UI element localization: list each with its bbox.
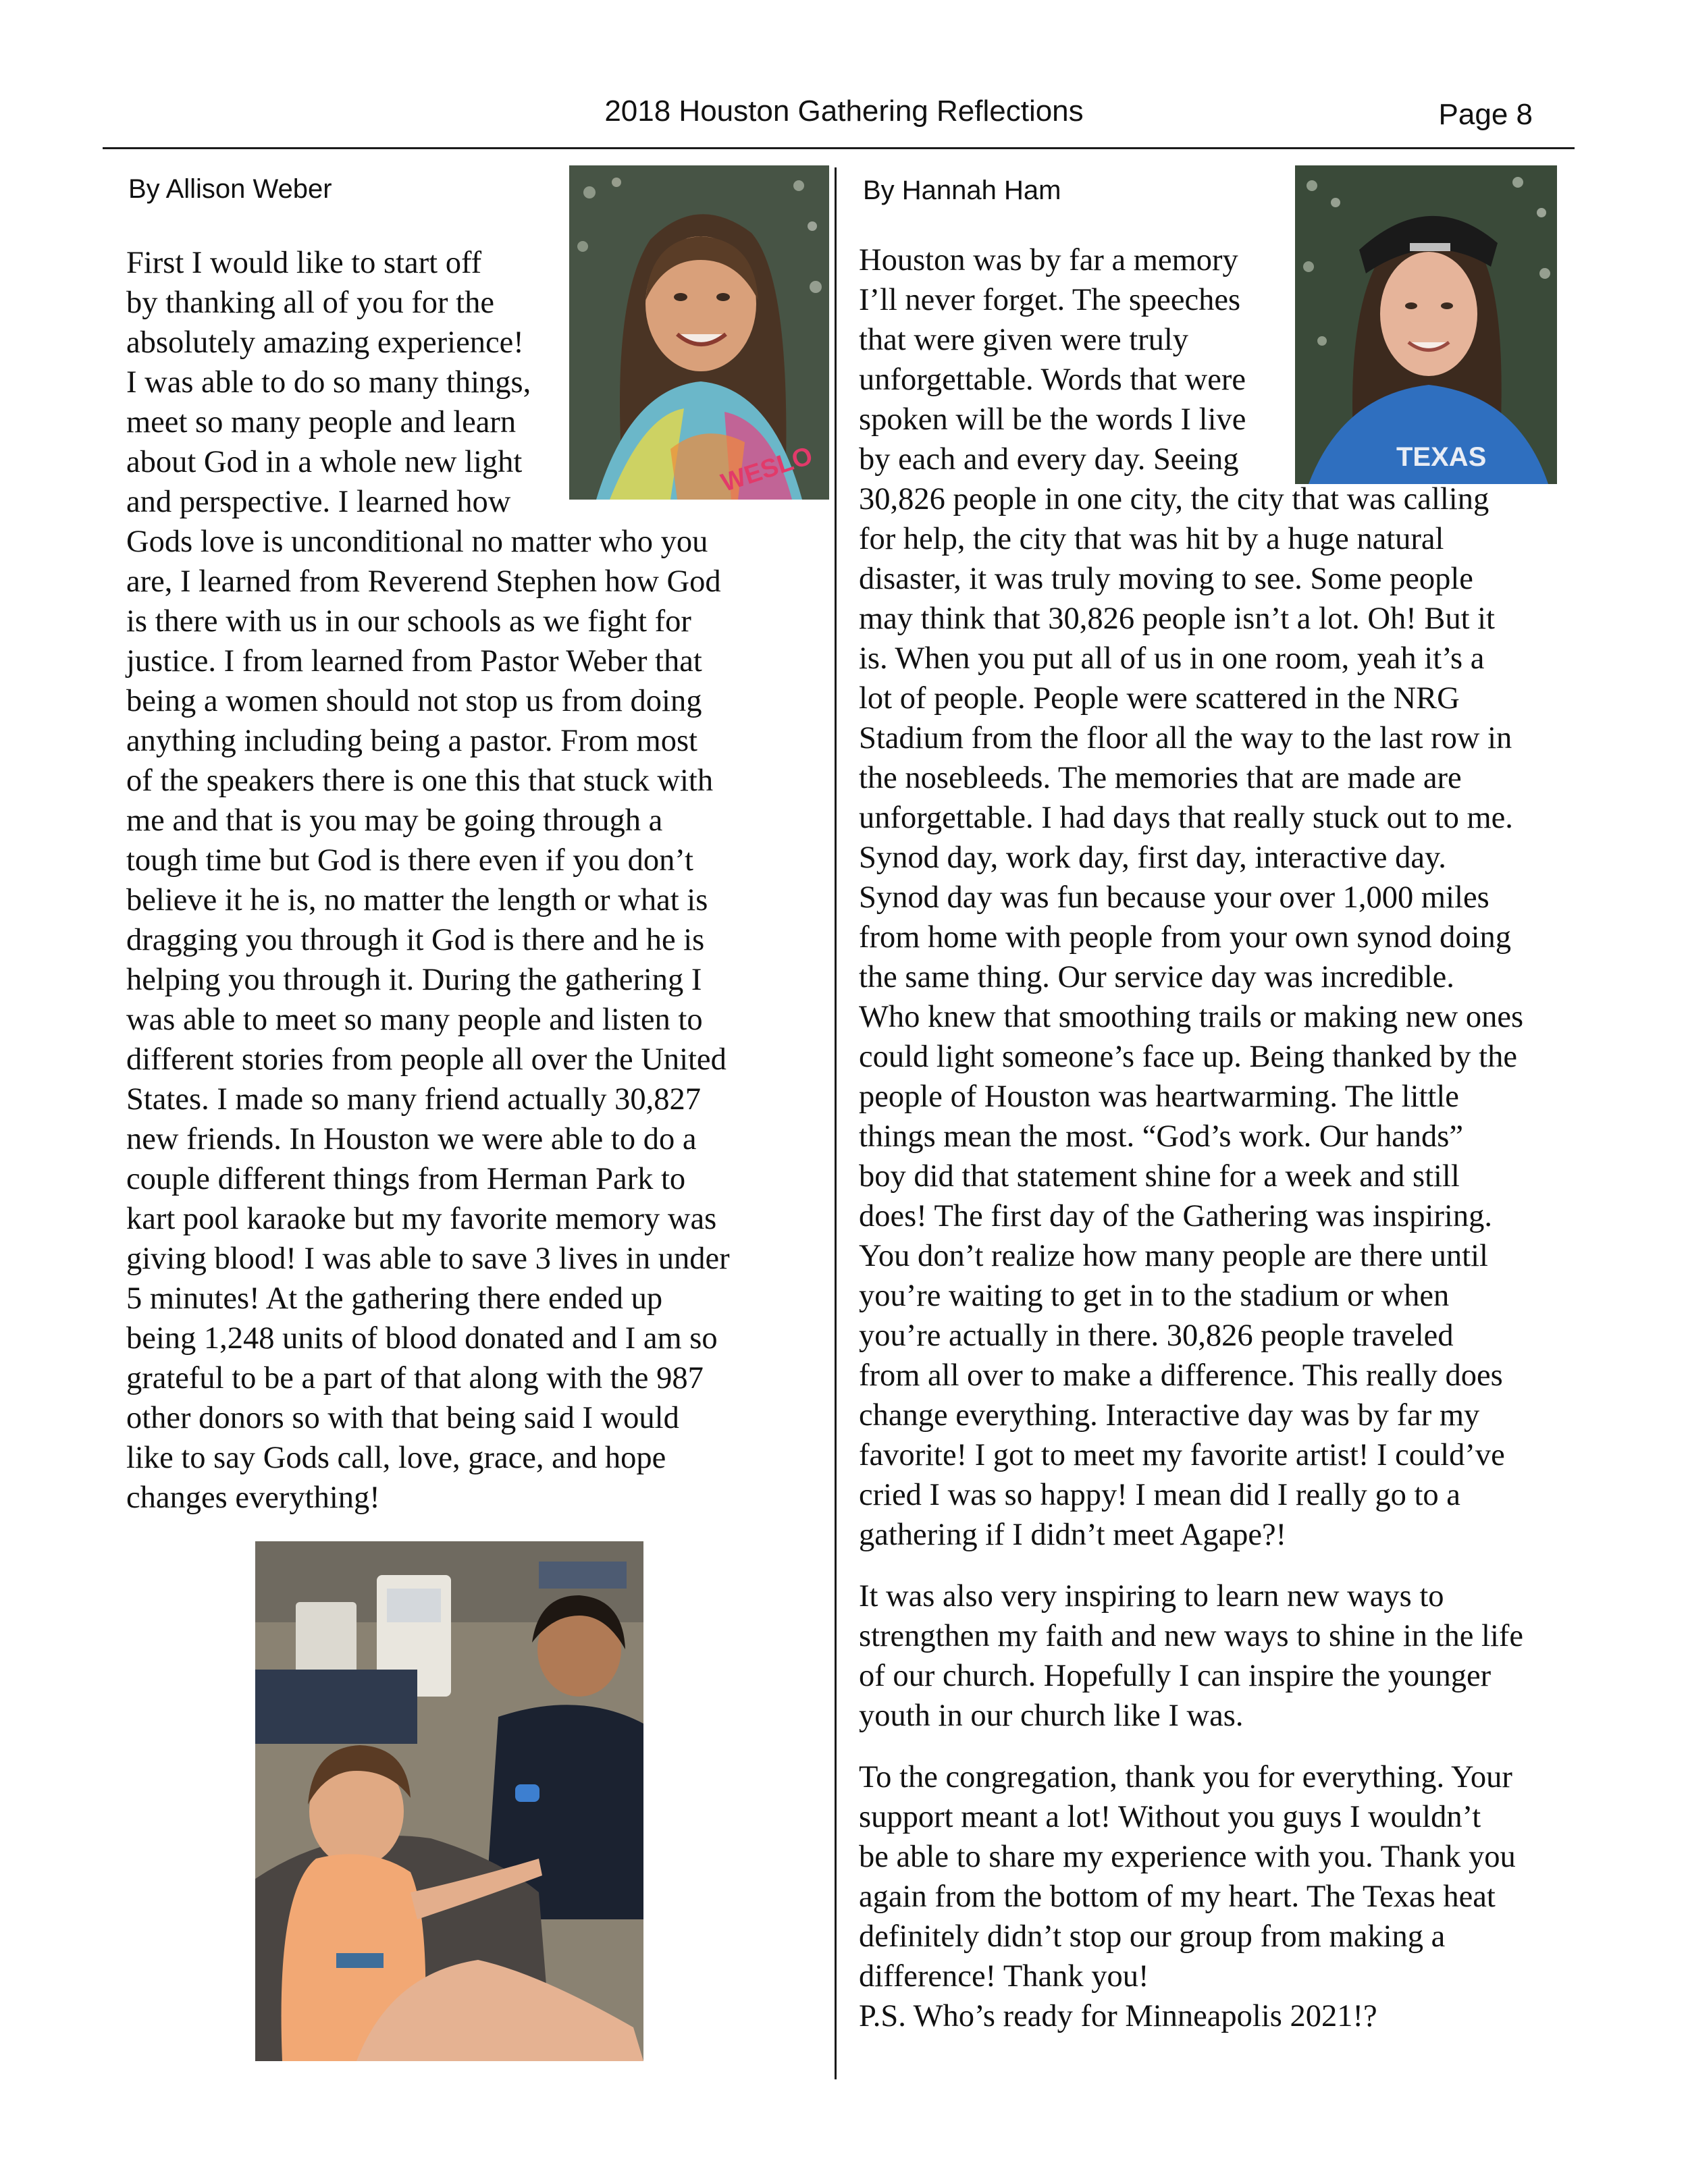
allison-article-body bbox=[126, 243, 730, 1518]
article-line: Synod day was fun because your over 1,000 miles bbox=[859, 880, 1489, 915]
article-line: absolutely amazing experience! bbox=[126, 325, 524, 360]
article-line: It was also very inspiring to learn new ways to bbox=[859, 1579, 1444, 1614]
article-line: I was able to do so many things, bbox=[126, 365, 531, 400]
article-line: disaster, it was truly moving to see. Some people bbox=[859, 562, 1473, 596]
article-line: gathering if I didn’t meet Agape?! bbox=[859, 1518, 1287, 1552]
article-line: kart pool karaoke but my favorite memory was bbox=[126, 1202, 717, 1236]
article-line: justice. I from learned from Pastor Weber that bbox=[126, 644, 702, 678]
article-line: helping you through it. During the gathering I bbox=[126, 963, 702, 997]
page-number: Page 8 bbox=[1438, 98, 1533, 131]
article-line: anything including being a pastor. From most bbox=[126, 724, 697, 758]
article-line: States. I made so many friend actually 30,827 bbox=[126, 1082, 701, 1117]
article-line: again from the bottom of my heart. The Texas heat bbox=[859, 1880, 1496, 1914]
article-line: cried I was so happy! I mean did I really go to a bbox=[859, 1478, 1460, 1512]
article-line: be able to share my experience with you. Thank you bbox=[859, 1840, 1516, 1874]
article-line: favorite! I got to meet my favorite artist! I could’ve bbox=[859, 1438, 1505, 1472]
byline-allison: By Allison Weber bbox=[128, 174, 332, 204]
article-line: believe it he is, no matter the length or what is bbox=[126, 883, 708, 917]
article-line: youth in our church like I was. bbox=[859, 1699, 1244, 1733]
article-line: you’re waiting to get in to the stadium or when bbox=[859, 1279, 1450, 1313]
allison-shirt-text: WESLO bbox=[718, 441, 816, 498]
article-line: about God in a whole new light bbox=[126, 445, 523, 479]
article-line: like to say Gods call, love, grace, and hope bbox=[126, 1441, 666, 1475]
article-line: for help, the city that was hit by a huge natural bbox=[859, 522, 1444, 556]
article-line: being 1,248 units of blood donated and I am so bbox=[126, 1321, 718, 1356]
hannah-paragraph-2 bbox=[859, 1576, 1523, 1736]
column-divider bbox=[835, 167, 837, 2079]
article-line: unforgettable. Words that were bbox=[859, 363, 1246, 397]
article-line: that were given were truly bbox=[859, 323, 1189, 357]
article-line: unforgettable. I had days that really stuck out to me. bbox=[859, 801, 1513, 835]
article-line: of the speakers there is one this that stuck with bbox=[126, 764, 714, 798]
article-line: First I would like to start off bbox=[126, 246, 482, 280]
article-line: the same thing. Our service day was incredible. bbox=[859, 960, 1454, 994]
article-line: tough time but God is there even if you don’t bbox=[126, 843, 693, 878]
article-line: is there with us in our schools as we fight for bbox=[126, 604, 691, 639]
article-line: meet so many people and learn bbox=[126, 405, 517, 440]
article-line: I’ll never forget. The speeches bbox=[859, 283, 1241, 317]
article-line: P.S. Who’s ready for Minneapolis 2021!? bbox=[859, 1999, 1377, 2033]
photo-blood-donation bbox=[255, 1541, 643, 2061]
article-line: from home with people from your own synod doing bbox=[859, 920, 1512, 955]
article-line: different stories from people all over the United bbox=[126, 1042, 727, 1077]
article-line: couple different things from Herman Park to bbox=[126, 1162, 686, 1196]
article-line: Gods love is unconditional no matter who you bbox=[126, 525, 708, 559]
header-divider bbox=[103, 147, 1575, 149]
hannah-article-body bbox=[859, 240, 1523, 2058]
article-line: strengthen my faith and new ways to shine in the life bbox=[859, 1619, 1524, 1653]
article-line: grateful to be a part of that along with the 987 bbox=[126, 1361, 704, 1395]
article-line: you’re actually in there. 30,826 people traveled bbox=[859, 1319, 1454, 1353]
article-line: from all over to make a difference. This really does bbox=[859, 1358, 1503, 1393]
article-line: Stadium from the floor all the way to the last row in bbox=[859, 721, 1512, 755]
article-line: by each and every day. Seeing bbox=[859, 442, 1239, 477]
article-line: support meant a lot! Without you guys I wouldn’t bbox=[859, 1800, 1481, 1834]
article-line: was able to meet so many people and listen to bbox=[126, 1003, 703, 1037]
page-title: 2018 Houston Gathering Reflections bbox=[604, 95, 1084, 128]
article-line: Houston was by far a memory bbox=[859, 243, 1238, 277]
article-line: dragging you through it God is there and he is bbox=[126, 923, 705, 957]
article-line: new friends. In Houston we were able to do a bbox=[126, 1122, 697, 1156]
article-line: are, I learned from Reverend Stephen how God bbox=[126, 564, 721, 599]
article-line: difference! Thank you! bbox=[859, 1959, 1149, 1994]
article-line: being a women should not stop us from doing bbox=[126, 684, 702, 718]
article-line: the nosebleeds. The memories that are made are bbox=[859, 761, 1462, 795]
article-line: does! The first day of the Gathering was inspiring. bbox=[859, 1199, 1492, 1233]
article-line: definitely didn’t stop our group from making a bbox=[859, 1919, 1446, 1954]
hannah-shirt-text: TEXAS bbox=[1396, 442, 1487, 472]
article-line: by thanking all of you for the bbox=[126, 286, 494, 320]
hannah-paragraph-3 bbox=[859, 1757, 1523, 2036]
article-line: spoken will be the words I live bbox=[859, 402, 1246, 437]
article-line: 30,826 people in one city, the city that was calling bbox=[859, 482, 1489, 516]
article-line: me and that is you may be going through a bbox=[126, 803, 663, 838]
article-line: Synod day, work day, first day, interactive day. bbox=[859, 841, 1446, 875]
article-line: of our church. Hopefully I can inspire the younger bbox=[859, 1659, 1492, 1693]
hannah-paragraph-1 bbox=[859, 240, 1523, 1555]
article-line: giving blood! I was able to save 3 lives in under bbox=[126, 1242, 730, 1276]
article-line: could light someone’s face up. Being thanked by the bbox=[859, 1040, 1517, 1074]
article-line: is. When you put all of us in one room, yeah it’s a bbox=[859, 641, 1485, 676]
article-line: may think that 30,826 people isn’t a lot. Oh! But it bbox=[859, 602, 1495, 636]
article-line: To the congregation, thank you for everything. Your bbox=[859, 1760, 1512, 1794]
article-line: 5 minutes! At the gathering there ended up bbox=[126, 1281, 663, 1316]
article-line: things mean the most. “God’s work. Our hands” bbox=[859, 1119, 1463, 1154]
article-line: people of Houston was heartwarming. The little bbox=[859, 1080, 1459, 1114]
article-line: other donors so with that being said I would bbox=[126, 1401, 679, 1435]
article-line: changes everything! bbox=[126, 1481, 380, 1515]
article-line: You don’t realize how many people are there until bbox=[859, 1239, 1488, 1273]
article-line: and perspective. I learned how bbox=[126, 485, 511, 519]
article-line: Who knew that smoothing trails or making new ones bbox=[859, 1000, 1524, 1034]
byline-hannah: By Hannah Ham bbox=[863, 176, 1061, 205]
article-line: lot of people. People were scattered in the NRG bbox=[859, 681, 1460, 716]
article-line: change everything. Interactive day was by far my bbox=[859, 1398, 1480, 1433]
article-line: boy did that statement shine for a week and still bbox=[859, 1159, 1460, 1194]
